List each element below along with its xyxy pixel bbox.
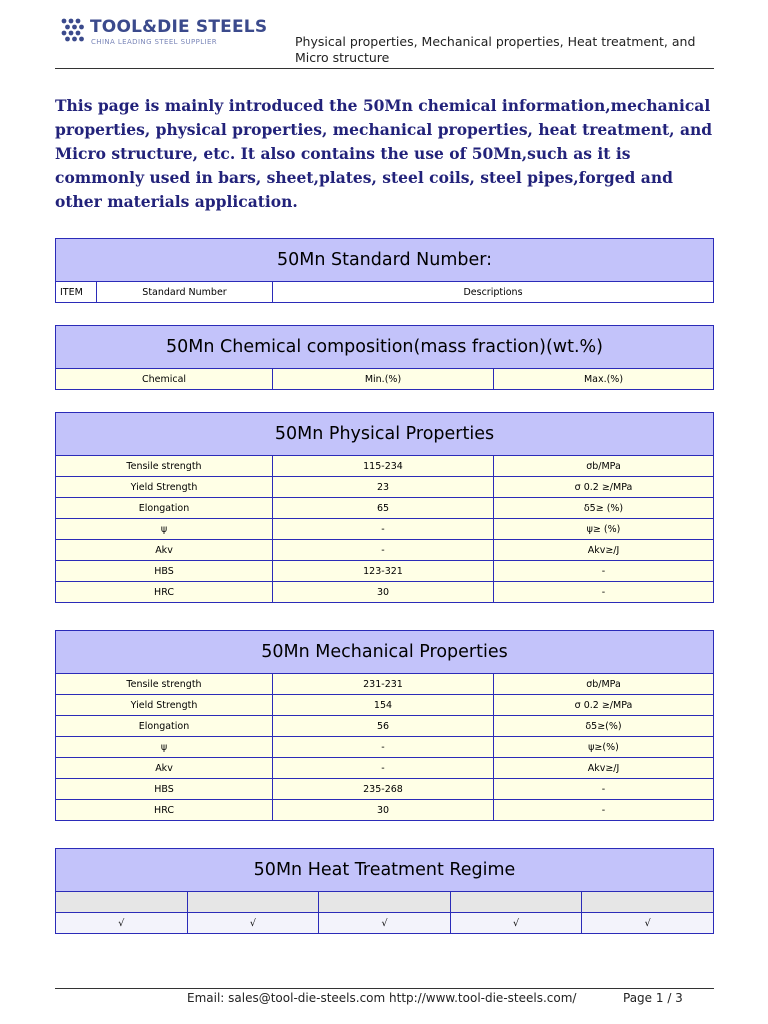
table-row xyxy=(56,913,714,934)
physical-property-value: - xyxy=(273,540,494,561)
physical-property-value: 123-321 xyxy=(273,561,494,582)
mechanical-property-unit: δ5≥(%) xyxy=(494,716,714,737)
physical-property-unit: - xyxy=(494,561,714,582)
table-row xyxy=(56,758,714,779)
mechanical-property-value: 56 xyxy=(273,716,494,737)
mechanical-property-name: HRC xyxy=(56,800,273,821)
chemical-header-min: Min.(%) xyxy=(273,369,494,390)
mechanical-property-value: 235-268 xyxy=(273,779,494,800)
standard-number-section xyxy=(55,238,714,303)
page-header xyxy=(55,0,714,69)
mechanical-property-unit: ψ≥(%) xyxy=(494,737,714,758)
physical-property-unit: σ 0.2 ≥/MPa xyxy=(494,477,714,498)
mechanical-property-unit: σb/MPa xyxy=(494,674,714,695)
chemical-title: 50Mn Chemical composition(mass fraction)(wt.%) xyxy=(56,326,714,369)
table-row xyxy=(56,695,714,716)
standard-header-item: ITEM xyxy=(56,282,97,303)
heat-check-cell: √ xyxy=(319,913,451,934)
heat-treatment-section xyxy=(55,848,714,934)
heat-header-cell xyxy=(582,892,714,913)
physical-property-unit: δ5≥ (%) xyxy=(494,498,714,519)
header-title: Physical properties, Mechanical properties, Heat treatment, and Micro structure xyxy=(295,34,696,65)
physical-property-value: 30 xyxy=(273,582,494,603)
table-row xyxy=(56,800,714,821)
table-row xyxy=(56,540,714,561)
page-number: Page 1 / 3 xyxy=(623,991,683,1005)
heat-title: 50Mn Heat Treatment Regime xyxy=(56,849,714,892)
table-row xyxy=(56,779,714,800)
mechanical-property-name: ψ xyxy=(56,737,273,758)
heat-check-cell: √ xyxy=(450,913,582,934)
table-row xyxy=(56,674,714,695)
mechanical-property-name: Tensile strength xyxy=(56,674,273,695)
standard-header-number: Standard Number xyxy=(97,282,273,303)
physical-property-name: Akv xyxy=(56,540,273,561)
mechanical-property-value: 30 xyxy=(273,800,494,821)
table-row xyxy=(56,519,714,540)
physical-property-value: - xyxy=(273,519,494,540)
logo-title: TOOL&DIE STEELS xyxy=(90,17,268,37)
logo-subtitle: CHINA LEADING STEEL SUPPLIER xyxy=(91,38,218,46)
mechanical-property-value: - xyxy=(273,737,494,758)
standard-header-descriptions: Descriptions xyxy=(273,282,714,303)
mechanical-property-unit: Akv≥/J xyxy=(494,758,714,779)
heat-header-cell xyxy=(56,892,188,913)
physical-property-name: Elongation xyxy=(56,498,273,519)
physical-property-unit: σb/MPa xyxy=(494,456,714,477)
physical-property-value: 65 xyxy=(273,498,494,519)
table-row xyxy=(56,456,714,477)
logo-mark-icon xyxy=(59,16,87,46)
heat-header-cell xyxy=(450,892,582,913)
table-row xyxy=(56,892,714,913)
logo xyxy=(59,16,279,50)
heat-check-cell: √ xyxy=(582,913,714,934)
mechanical-property-value: - xyxy=(273,758,494,779)
mechanical-property-unit: σ 0.2 ≥/MPa xyxy=(494,695,714,716)
mechanical-property-name: HBS xyxy=(56,779,273,800)
mechanical-property-unit: - xyxy=(494,779,714,800)
physical-property-unit: ψ≥ (%) xyxy=(494,519,714,540)
physical-property-name: HRC xyxy=(56,582,273,603)
chemical-header-chemical: Chemical xyxy=(56,369,273,390)
intro-paragraph: This page is mainly introduced the 50Mn chemical information,mechanical properties, physical properties, mechanical properties, heat treatment, and Micro structure, etc. It also contains the use of 50Mn,such as it is commonly used in bars, sheet,plates, steel coils, steel pipes,forged and other materials application. xyxy=(55,96,713,211)
table-row xyxy=(56,716,714,737)
physical-property-name: Tensile strength xyxy=(56,456,273,477)
chemical-header-max: Max.(%) xyxy=(494,369,714,390)
table-row xyxy=(56,582,714,603)
mechanical-properties-section xyxy=(55,630,714,821)
heat-check-cell: √ xyxy=(56,913,188,934)
physical-property-name: Yield Strength xyxy=(56,477,273,498)
mechanical-property-name: Yield Strength xyxy=(56,695,273,716)
physical-property-name: HBS xyxy=(56,561,273,582)
table-row xyxy=(56,477,714,498)
mechanical-property-value: 231-231 xyxy=(273,674,494,695)
mechanical-title: 50Mn Mechanical Properties xyxy=(56,631,714,674)
heat-check-cell: √ xyxy=(187,913,319,934)
table-row xyxy=(56,737,714,758)
heat-header-cell xyxy=(319,892,451,913)
mechanical-property-name: Elongation xyxy=(56,716,273,737)
mechanical-property-unit: - xyxy=(494,800,714,821)
physical-property-value: 115-234 xyxy=(273,456,494,477)
mechanical-property-value: 154 xyxy=(273,695,494,716)
mechanical-property-name: Akv xyxy=(56,758,273,779)
physical-title: 50Mn Physical Properties xyxy=(56,413,714,456)
physical-properties-section xyxy=(55,412,714,603)
heat-header-cell xyxy=(187,892,319,913)
physical-property-value: 23 xyxy=(273,477,494,498)
standard-title: 50Mn Standard Number: xyxy=(56,239,714,282)
page-footer xyxy=(55,988,714,1019)
table-row xyxy=(56,498,714,519)
physical-property-unit: - xyxy=(494,582,714,603)
footer-contact: Email: sales@tool-die-steels.com http://www.tool-die-steels.com/ xyxy=(187,991,577,1005)
physical-property-name: ψ xyxy=(56,519,273,540)
table-row xyxy=(56,561,714,582)
chemical-composition-section xyxy=(55,325,714,390)
physical-property-unit: Akv≥/J xyxy=(494,540,714,561)
